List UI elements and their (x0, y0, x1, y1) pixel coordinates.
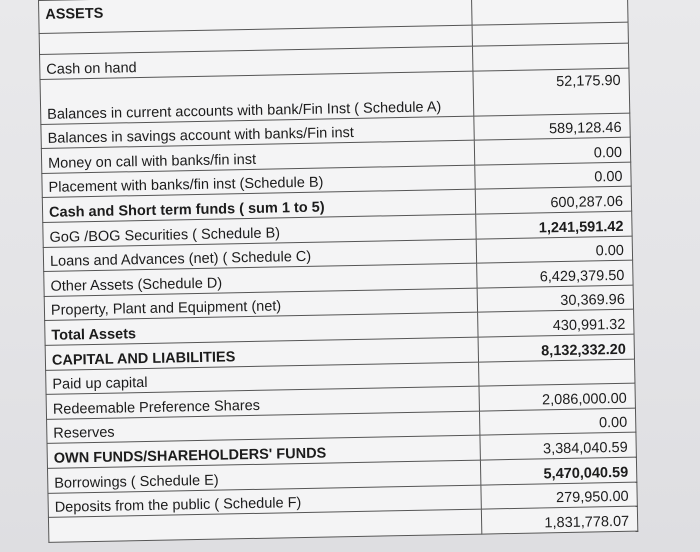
row-value: 8,132,332.20 (478, 334, 634, 362)
row-label: Cash on hand (40, 46, 473, 79)
row-value: 3,384,040.59 (480, 432, 636, 460)
row-value: 2,086,000.00 (479, 383, 635, 411)
balance-table (38, 0, 638, 543)
row-label: GoG /BOG Securities ( Schedule B) (43, 214, 476, 247)
row-label: Paid up capital (46, 362, 479, 395)
row-value: 1,241,591.42 (476, 211, 632, 239)
row-value: 430,991.32 (478, 309, 634, 337)
row-value: 30,369.96 (477, 285, 633, 313)
row-label: Redeemable Preference Shares (46, 386, 479, 419)
row-value: 589,128.46 (474, 113, 630, 141)
section-title: ASSETS (39, 0, 473, 33)
row-value: 0.00 (474, 137, 630, 165)
row-label: Money on call with banks/fin inst (41, 140, 474, 173)
row-label: Cash and Short term funds ( sum 1 to 5) (42, 190, 475, 223)
row-label: Placement with banks/fin inst (Schedule B) (42, 165, 475, 198)
header-value-cell (471, 0, 628, 25)
row-value: 6,429,379.50 (477, 260, 633, 288)
row-value: 0.00 (479, 408, 635, 436)
row-label: Borrowings ( Schedule E) (47, 460, 480, 493)
row-value: 5,470,040.59 (480, 457, 636, 485)
row-label: Total Assets (45, 312, 478, 345)
row-label: Property, Plant and Equipment (net) (44, 288, 477, 321)
row-value: 279,950.00 (481, 482, 637, 510)
row-value: 600,287.06 (475, 187, 631, 215)
row-value: 1,831,778.07 (481, 506, 637, 534)
row-label: Balances in current accounts with bank/Fin Inst ( Schedule A) (40, 71, 474, 124)
row-value (479, 359, 635, 387)
row-label: Other Assets (Schedule D) (44, 263, 477, 296)
row-value: 0.00 (476, 236, 632, 264)
row-label: Balances in savings account with banks/Fin inst (41, 116, 474, 149)
row-label: Reserves (47, 411, 480, 444)
row-value: 52,175.90 (473, 68, 630, 116)
row-label: Deposits from the public ( Schedule F) (48, 485, 481, 518)
row-value (472, 43, 628, 71)
row-label: OWN FUNDS/SHAREHOLDERS' FUNDS (47, 435, 480, 468)
balance-sheet (38, 0, 648, 552)
row-label: CAPITAL AND LIABILITIES (45, 337, 478, 370)
row-value: 0.00 (475, 162, 631, 190)
row-label: Loans and Advances (net) ( Schedule C) (43, 239, 476, 272)
